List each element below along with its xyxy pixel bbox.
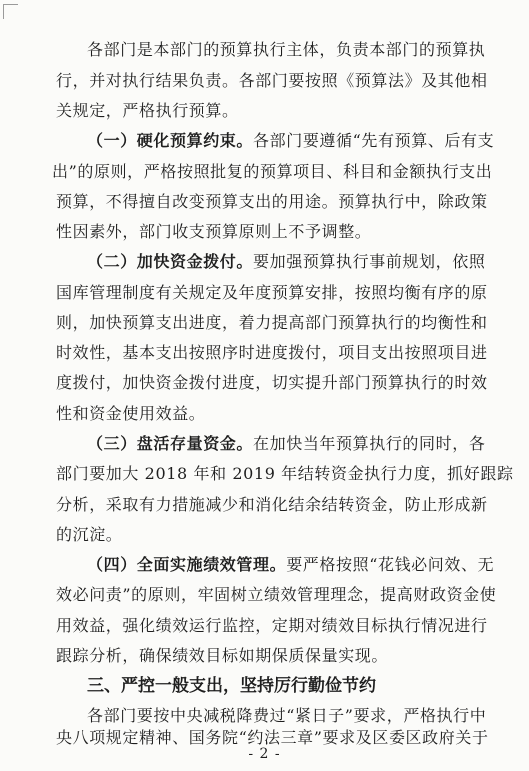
section-heading: 三、严控一般支出，坚持厉行勤俭节约 bbox=[87, 676, 376, 696]
paragraph-line: 的沉淀。 bbox=[56, 525, 123, 544]
paragraph-line: 关规定，严格执行预算。 bbox=[56, 101, 239, 120]
paragraph-line: 跟踪分析，确保绩效目标如期保质保量实现。 bbox=[56, 646, 389, 665]
paragraph-line: 行，并对执行结果负责。各部门要按照《预算法》及其他相 bbox=[56, 71, 488, 90]
paragraph-line: 度拨付，加快资金拨付进度，切实提升部门预算执行的时效 bbox=[56, 373, 488, 392]
subheading-4: （四）全面实施绩效管理。 bbox=[87, 555, 287, 574]
paragraph-line: 央八项规定精神、国务院“约法三章”要求及区委区政府关于 bbox=[56, 728, 489, 747]
paragraph-line: 则，加快预算支出进度，着力提高部门预算执行的均衡性和 bbox=[56, 313, 488, 332]
page-number: - 2 - bbox=[248, 746, 281, 762]
paragraph-line: 各部门要按中央减税降费过“紧日子”要求，严格执行中 bbox=[87, 706, 487, 725]
paragraph-line: （一）硬化预算约束。各部门要遵循“先有预算、后有支 bbox=[87, 131, 495, 150]
scan-corner-mark bbox=[3, 4, 18, 19]
paragraph-line: （二）加快资金拨付。要加强预算执行事前规划，依照 bbox=[87, 252, 486, 271]
paragraph-line: 性因素外，部门收支预算原则上不予调整。 bbox=[56, 222, 372, 241]
paragraph-line: 分析，采取有力措施减少和消化结余结转资金，防止形成新 bbox=[56, 495, 488, 514]
paragraph-line: 效必问责”的原则，牢固树立绩效管理理念，提高财政资金使 bbox=[56, 585, 497, 604]
subheading-1: （一）硬化预算约束。 bbox=[87, 131, 254, 150]
subheading-3: （三）盘活存量资金。 bbox=[87, 434, 254, 453]
paragraph-line: （三）盘活存量资金。在加快当年预算执行的同时，各 bbox=[87, 434, 486, 453]
paragraph-line: 性和资金使用效益。 bbox=[56, 404, 206, 423]
paragraph-line: 各部门是本部门的预算执行主体，负责本部门的预算执 bbox=[87, 40, 486, 59]
subheading-2: （二）加快资金拨付。 bbox=[87, 252, 254, 271]
paragraph-line: 用效益，强化绩效运行监控，定期对绩效目标执行情况进行 bbox=[56, 616, 488, 635]
paragraph-line: （四）全面实施绩效管理。要严格按照“花钱必问效、无 bbox=[87, 555, 495, 574]
paragraph-line: 部门要加大 2018 年和 2019 年结转资金执行力度，抓好跟踪 bbox=[56, 464, 514, 483]
paragraph-line: 国库管理制度有关规定及年度预算安排，按照均衡有序的原 bbox=[56, 283, 488, 302]
paragraph-line: 时效性，基本支出按照序时进度拨付，项目支出按照项目进 bbox=[56, 343, 488, 362]
paragraph-line: 出”的原则，严格按照批复的预算项目、科目和金额执行支出 bbox=[52, 162, 493, 181]
paragraph-line: 预算，不得擅自改变预算支出的用途。预算执行中，除政策 bbox=[56, 192, 488, 211]
